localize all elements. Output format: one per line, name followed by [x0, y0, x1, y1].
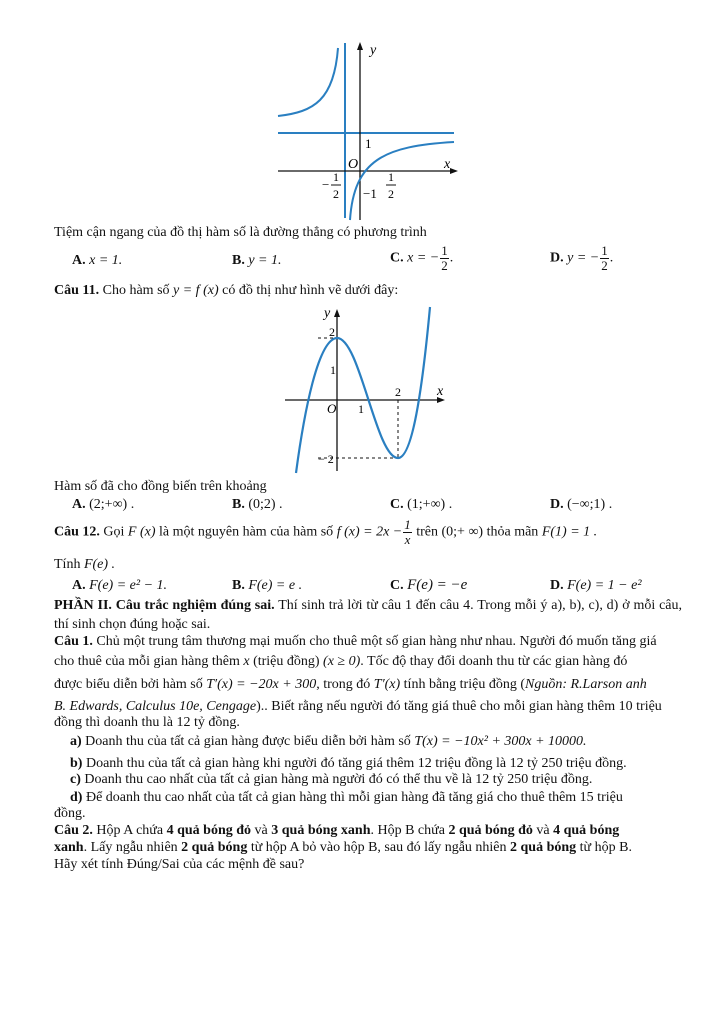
- tick-y1: 1: [330, 363, 336, 377]
- option-text: x = −: [407, 250, 440, 266]
- q11-option-a[interactable]: [72, 496, 134, 513]
- q12-ask: [54, 556, 115, 573]
- stem-cond: F(1) = 1 .: [541, 524, 598, 540]
- q11-prompt: Hàm số đã cho đồng biến trên khoảng: [54, 479, 267, 494]
- c2-line2: [54, 839, 632, 856]
- cubic-graph: [280, 303, 450, 475]
- tick-half-den: 2: [388, 187, 394, 201]
- c2-line3: Hãy xét tính Đúng/Sai của các mệnh đề sau?: [54, 857, 305, 872]
- q10-option-d[interactable]: [550, 244, 613, 273]
- item-text: Để doanh thu cao nhất của tất cả gian hàng thì mỗi gian hàng đã tăng giá cho thuê thêm 15 triệu: [85, 790, 623, 805]
- c2-text: . Hộp B chứa: [370, 823, 445, 838]
- question-label: Câu 12.: [54, 524, 100, 540]
- c2-text: Hộp A chứa: [96, 823, 164, 838]
- tick-neg-half-den: 2: [333, 187, 339, 201]
- c2-bold: xanh: [54, 840, 84, 855]
- c1-item-b[interactable]: [70, 755, 627, 772]
- c1-item-d-cont: đồng.: [54, 806, 86, 821]
- option-text: x = 1.: [89, 253, 123, 268]
- c1-var: x: [243, 654, 250, 669]
- stem-func: y = f (x): [173, 283, 219, 298]
- item-label: a): [70, 734, 82, 749]
- option-text: F(e) = 1 − e²: [567, 578, 642, 593]
- option-text: F(e) = −e: [407, 577, 468, 593]
- c1-text: (triệu đồng): [253, 654, 320, 669]
- item-text: Doanh thu cao nhất của tất cả gian hàng mà người đó có thể thu về là 12 tỷ 250 triệu đồng.: [84, 772, 593, 787]
- x-axis-label: x: [437, 384, 444, 399]
- tick-half-num: 1: [388, 170, 394, 184]
- c1-item-d[interactable]: [70, 789, 623, 806]
- c1-source: B. Edwards, Calculus 10e, Cengage: [54, 699, 257, 714]
- stem-func: F (x): [127, 524, 156, 540]
- option-text: F(e) = e² − 1.: [89, 578, 168, 593]
- option-label: C.: [390, 578, 404, 593]
- c2-bold: 2 quả bóng: [181, 840, 248, 855]
- option-label: D.: [550, 497, 564, 512]
- c2-text: và: [536, 823, 550, 838]
- q11-option-d[interactable]: [550, 496, 612, 513]
- tick-one: 1: [365, 136, 372, 151]
- q12-option-c[interactable]: [390, 577, 467, 594]
- option-label: C.: [390, 250, 404, 266]
- q11-option-c[interactable]: [390, 496, 452, 513]
- c2-text: . Lấy ngẫu nhiên: [83, 840, 178, 855]
- stem-text: thỏa mãn: [486, 524, 539, 540]
- option-label: B.: [232, 253, 245, 268]
- option-end: .: [449, 250, 454, 266]
- q11-stem: [54, 282, 398, 299]
- stem-text: Cho hàm số: [102, 283, 170, 298]
- hyperbola-right-branch: [350, 142, 454, 220]
- option-label: B.: [232, 578, 245, 593]
- c2-text: và: [254, 823, 268, 838]
- cubic-curve: [296, 307, 430, 473]
- stem-interval: (0;+ ∞): [441, 524, 484, 540]
- c1-text: cho thuê của mỗi gian hàng thêm: [54, 654, 240, 669]
- c1-text: , trong đó: [316, 677, 371, 692]
- frac-num: 1: [601, 243, 608, 258]
- item-label: b): [70, 756, 83, 771]
- option-text: y = 1.: [248, 253, 282, 268]
- stem-text: Gọi: [103, 524, 125, 540]
- c2-bold: 4 quả bóng đỏ: [166, 823, 252, 838]
- tick-y2: 2: [329, 325, 335, 339]
- option-text: (−∞;1) .: [567, 497, 613, 512]
- ask-text: Tính: [54, 557, 81, 572]
- x-axis-label: x: [444, 157, 451, 172]
- y-axis-label: y: [324, 306, 331, 321]
- tick-x2: 2: [395, 385, 401, 399]
- c2-bold: 2 quả bóng đỏ: [448, 823, 533, 838]
- tick-ym2: − 2: [318, 452, 334, 466]
- option-text: (2;+∞) .: [89, 497, 135, 512]
- tick-neg-half-num: 1: [333, 170, 339, 184]
- question-label: Câu 2.: [54, 823, 93, 838]
- option-text: (0;2) .: [248, 497, 283, 512]
- c2-text: từ hộp B.: [579, 840, 632, 855]
- frac-den: 2: [441, 258, 448, 273]
- option-label: A.: [72, 578, 86, 593]
- stem-text: là một nguyên hàm của hàm số: [159, 524, 334, 540]
- c2-line1: [54, 822, 619, 839]
- frac-den: x: [404, 532, 411, 547]
- option-label: B.: [232, 497, 245, 512]
- c2-bold: 4 quả bóng: [553, 823, 620, 838]
- hyperbola-graph: [274, 38, 464, 223]
- option-text: (1;+∞) .: [407, 497, 453, 512]
- item-func: T(x) = −10x² + 300x + 10000.: [414, 734, 587, 749]
- tick-minus-one: −1: [363, 186, 377, 201]
- c1-line5: đồng thì doanh thu là 12 tỷ đồng.: [54, 715, 240, 730]
- c1-item-c[interactable]: [70, 771, 592, 788]
- c2-bold: 2 quả bóng: [510, 840, 577, 855]
- c2-bold: 3 quả bóng xanh: [271, 823, 371, 838]
- c1-item-a[interactable]: [70, 733, 587, 750]
- part2-header: [54, 596, 682, 634]
- stem-text: trên: [416, 524, 438, 540]
- hyperbola-left-branch: [278, 48, 338, 116]
- question-label: Câu 1.: [54, 634, 93, 649]
- origin-label: O: [327, 401, 337, 416]
- q12-option-a[interactable]: [72, 577, 167, 594]
- q12-option-d[interactable]: [550, 577, 642, 594]
- item-text: Doanh thu của tất cả gian hàng được biểu diễn bởi hàm số: [85, 734, 411, 749]
- item-label: c): [70, 772, 81, 787]
- frac-num: 1: [441, 243, 448, 258]
- q10-option-b[interactable]: [232, 252, 282, 269]
- c1-text: tính bằng triệu đồng (: [403, 677, 525, 692]
- c1-source: Nguồn: R.Larson anh: [524, 677, 647, 692]
- item-label: d): [70, 790, 83, 805]
- c1-text: ).. Biết rằng nếu người đó tăng giá thuê cho mỗi gian hàng thêm 10 triệu: [256, 699, 662, 714]
- item-text: Doanh thu của tất cả gian hàng khi người đó tăng giá thêm 12 triệu đồng là 12 tỷ 250 triệu đồng.: [85, 756, 627, 771]
- option-label: A.: [72, 497, 86, 512]
- q11-option-b[interactable]: [232, 496, 283, 513]
- c1-line1: [54, 632, 657, 651]
- tick-neg-sign: −: [322, 177, 330, 192]
- q12-stem: [54, 518, 597, 547]
- frac-num: 1: [404, 517, 411, 532]
- option-end: .: [609, 250, 614, 266]
- origin-label: O: [348, 157, 359, 172]
- frac-den: 2: [601, 258, 608, 273]
- option-text: F(e) = e .: [248, 578, 303, 593]
- stem-func: f (x) = 2x −: [336, 524, 403, 540]
- c1-func: T′(x) = −20x + 300: [206, 677, 317, 692]
- option-label: D.: [550, 578, 564, 593]
- q10-option-c[interactable]: [390, 244, 453, 273]
- question-label: Câu 11.: [54, 283, 100, 298]
- c2-text: từ hộp A bỏ vào hộp B, sau đó lấy ngẫu nhiên: [250, 840, 507, 855]
- option-label: C.: [390, 497, 404, 512]
- q12-option-b[interactable]: [232, 577, 302, 594]
- c1-text: . Tốc độ thay đổi doanh thu từ các gian hàng đó: [360, 654, 628, 669]
- q10-option-a[interactable]: [72, 252, 122, 269]
- y-axis-label: y: [370, 43, 377, 58]
- option-label: D.: [550, 250, 564, 266]
- c1-text: Chủ một trung tâm thương mại muốn cho thuê một số gian hàng như nhau. Người đó muốn tăng giá: [96, 634, 657, 649]
- c1-line2: [54, 652, 627, 671]
- stem-text: có đồ thị như hình vẽ dưới đây:: [222, 283, 399, 298]
- option-text: y = −: [567, 250, 600, 266]
- c1-func: T′(x): [373, 677, 401, 692]
- c1-text: được biểu diễn bởi hàm số: [54, 677, 203, 692]
- part-instructions: Thí sinh trả lời từ câu 1 đến câu 4. Trong mỗi ý a), b), c), d) ở mỗi câu, thí sinh chọn đúng hoặc sai.: [54, 598, 682, 632]
- q10-prompt: Tiệm cận ngang của đồ thị hàm số là đường thẳng có phương trình: [54, 225, 427, 240]
- ask-func: F(e) .: [83, 557, 116, 572]
- c1-line3: [54, 675, 647, 694]
- part-heading: PHẦN II. Câu trắc nghiệm đúng sai.: [54, 598, 275, 613]
- tick-x1: 1: [358, 402, 364, 416]
- c1-cond: (x ≥ 0): [323, 654, 361, 669]
- option-label: A.: [72, 253, 86, 268]
